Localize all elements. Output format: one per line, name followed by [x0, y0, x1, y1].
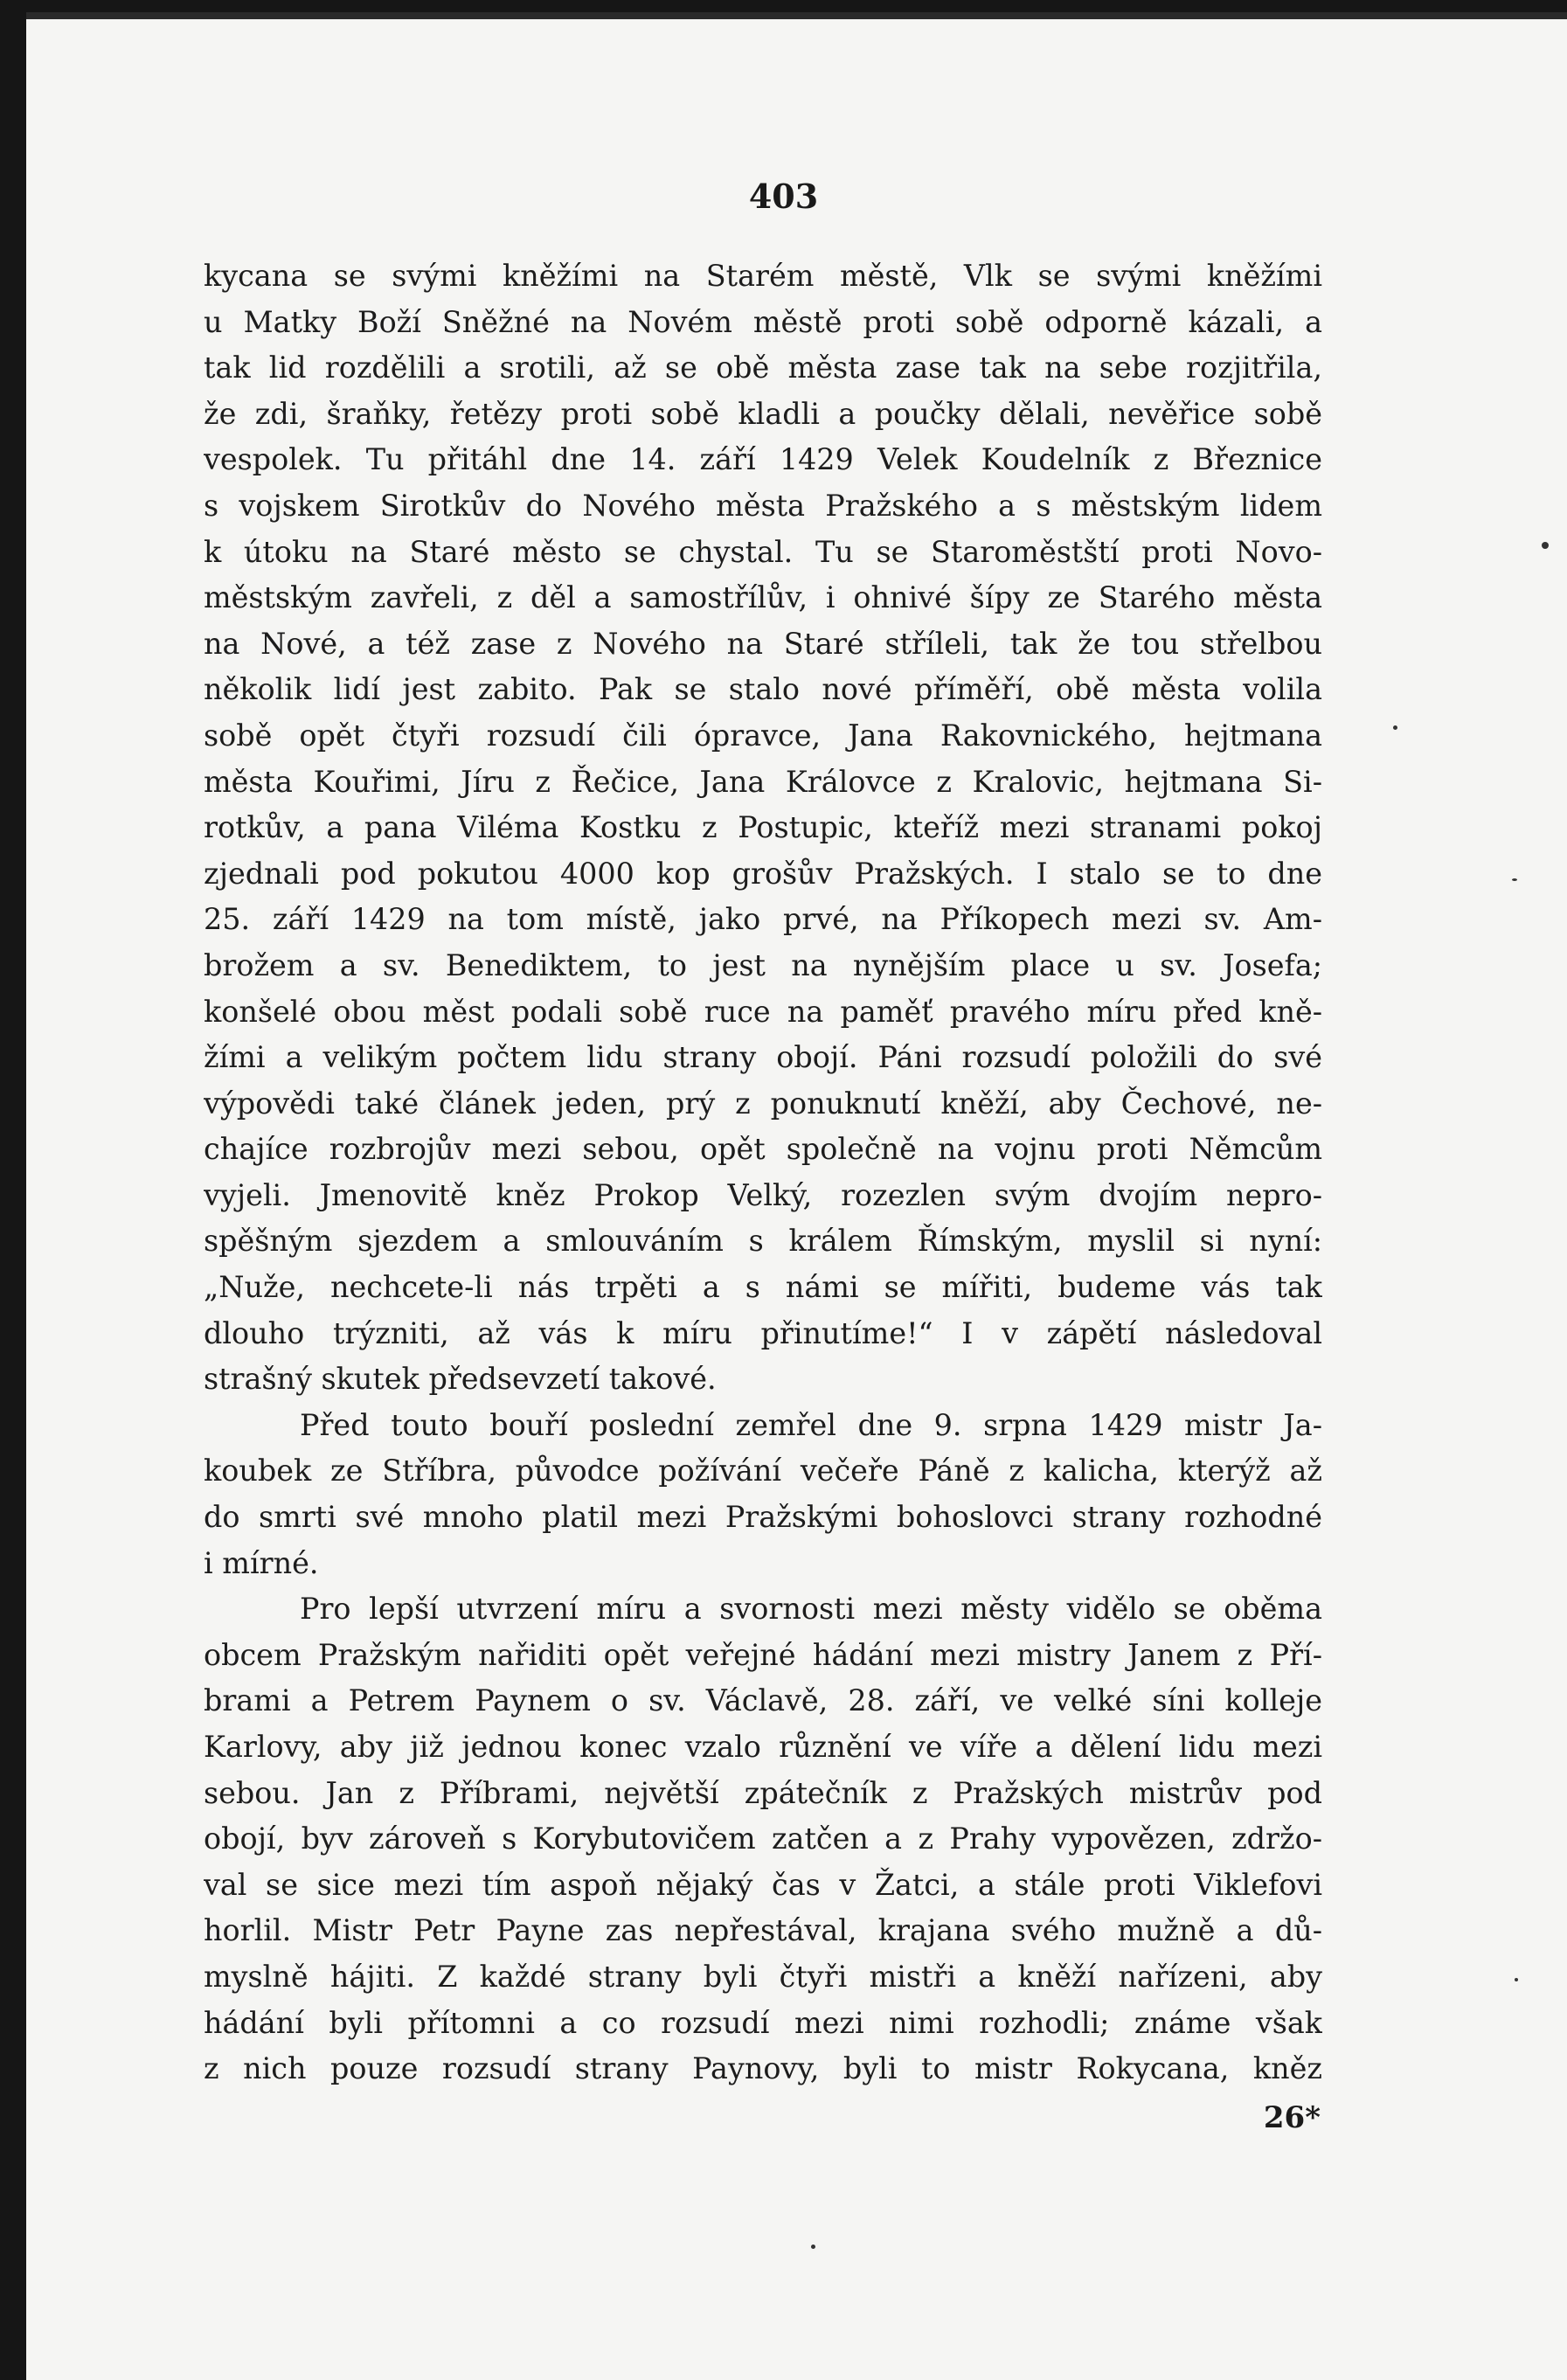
text-line: z nich pouze rozsudí strany Paynovy, byli to mistr Rokycana, kněz — [204, 2051, 1322, 2086]
scan-speck — [811, 2245, 815, 2249]
text-line: sebou. Jan z Příbrami, největší zpátečník z Pražských mistrův pod — [204, 1775, 1322, 1810]
text-line: vespolek. Tu přitáhl dne 14. září 1429 Velek Koudelník z Březnice — [204, 442, 1322, 477]
text-line: tak lid rozdělili a srotili, až se obě města zase tak na sebe rozjitřila, — [204, 350, 1322, 385]
text-line: Pro lepší utvrzení míru a svornosti mezi městy vidělo se oběma — [300, 1592, 1322, 1627]
text-line: vyjeli. Jmenovitě kněz Prokop Velký, rozezlen svým dvojím nepro- — [204, 1177, 1322, 1212]
scan-speck — [1515, 1978, 1518, 1981]
text-line: zjednali pod pokutou 4000 kop grošův Pražských. I stalo se to dne — [204, 856, 1322, 891]
text-line: několik lidí jest zabito. Pak se stalo nové příměří, obě města volila — [204, 672, 1322, 707]
text-line: spěšným sjezdem a smlouváním s králem Římským, myslil si nyní: — [204, 1224, 1322, 1259]
text-line: do smrti své mnoho platil mezi Pražskými bohoslovci strany rozhodné — [204, 1500, 1322, 1535]
scan-speck — [1393, 725, 1397, 730]
text-line: strašný skutek předsevzetí takové. — [204, 1362, 717, 1397]
text-line: myslně hájiti. Z každé strany byli čtyři mistři a kněží nařízeni, aby — [204, 1959, 1322, 1994]
text-line: brožem a sv. Benediktem, to jest na nynějším place u sv. Josefa; — [204, 947, 1322, 982]
text-line: městským zavřeli, z děl a samostřílův, i ohnivé šípy ze Starého města — [204, 580, 1322, 615]
scan-speck — [1542, 542, 1549, 549]
text-line: kycana se svými kněžími na Starém městě, Vlk se svými kněžími — [204, 259, 1322, 293]
text-line: k útoku na Staré město se chystal. Tu se Staroměstští proti Novo- — [204, 534, 1322, 569]
page-number: 403 — [748, 177, 819, 216]
text-line: i mírné. — [204, 1545, 319, 1580]
text-line: obcem Pražským nařiditi opět veřejné hádání mezi mistry Janem z Pří- — [204, 1637, 1322, 1672]
text-line: Před touto bouří poslední zemřel dne 9. srpna 1429 mistr Ja- — [300, 1407, 1322, 1442]
text-line: rotkův, a pana Viléma Kostku z Postupic, kteříž mezi stranami pokoj — [204, 810, 1322, 845]
text-line: u Matky Boží Sněžné na Novém městě proti sobě odporně kázali, a — [204, 304, 1322, 339]
text-line: val se sice mezi tím aspoň nějaký čas v Žatci, a stále proti Viklefovi — [204, 1867, 1322, 1902]
text-line: výpovědi také článek jeden, prý z ponuknutí kněží, aby Čechové, ne- — [204, 1086, 1322, 1121]
text-line: konšelé obou měst podali sobě ruce na paměť pravého míru před kně- — [204, 994, 1322, 1029]
text-line: hádání byli přítomni a co rozsudí mezi nimi rozhodli; známe však — [204, 2005, 1322, 2040]
text-line: „Nuže, nechcete-li nás trpěti a s námi se mířiti, budeme vás tak — [204, 1270, 1322, 1305]
text-line: s vojskem Sirotkův do Nového města Pražského a s městským lidem — [204, 488, 1322, 523]
text-line: chajíce rozbrojův mezi sebou, opět společně na vojnu proti Němcům — [204, 1132, 1322, 1167]
text-line: sobě opět čtyři rozsudí čili ópravce, Jana Rakovnického, hejtmana — [204, 718, 1322, 753]
text-line: Karlovy, aby již jednou konec vzalo různění ve víře a dělení lidu mezi — [204, 1730, 1322, 1764]
text-line: obojí, byv zároveň s Korybutovičem zatčen a z Prahy vypovězen, zdržo- — [204, 1821, 1322, 1856]
text-line: horlil. Mistr Petr Payne zas nepřestával, krajana svého mužně a dů- — [204, 1913, 1322, 1948]
body-text — [204, 253, 1322, 2092]
scan-speck — [1512, 878, 1517, 881]
text-line: koubek ze Stříbra, původce požívání večeře Páně z kalicha, kterýž až — [204, 1454, 1322, 1488]
text-line: 25. září 1429 na tom místě, jako prvé, na Příkopech mezi sv. Am- — [204, 902, 1322, 937]
text-line: dlouho trýzniti, až vás k míru přinutíme!“ I v zápětí následoval — [204, 1315, 1322, 1350]
scan-top-edge — [26, 12, 1567, 19]
text-line: brami a Petrem Paynem o sv. Václavě, 28. září, ve velké síni kolleje — [204, 1683, 1322, 1718]
signature-mark: 26* — [1263, 2100, 1321, 2135]
text-line: žími a velikým počtem lidu strany obojí. Páni rozsudí položili do své — [204, 1040, 1322, 1075]
text-line: na Nové, a též zase z Nového na Staré stříleli, tak že tou střelbou — [204, 626, 1322, 661]
text-line: města Kouřimi, Jíru z Řečice, Jana Královce z Kralovic, hejtmana Si- — [204, 764, 1322, 799]
text-line: že zdi, šraňky, řetězy proti sobě kladli a poučky dělali, nevěřice sobě — [204, 396, 1322, 431]
